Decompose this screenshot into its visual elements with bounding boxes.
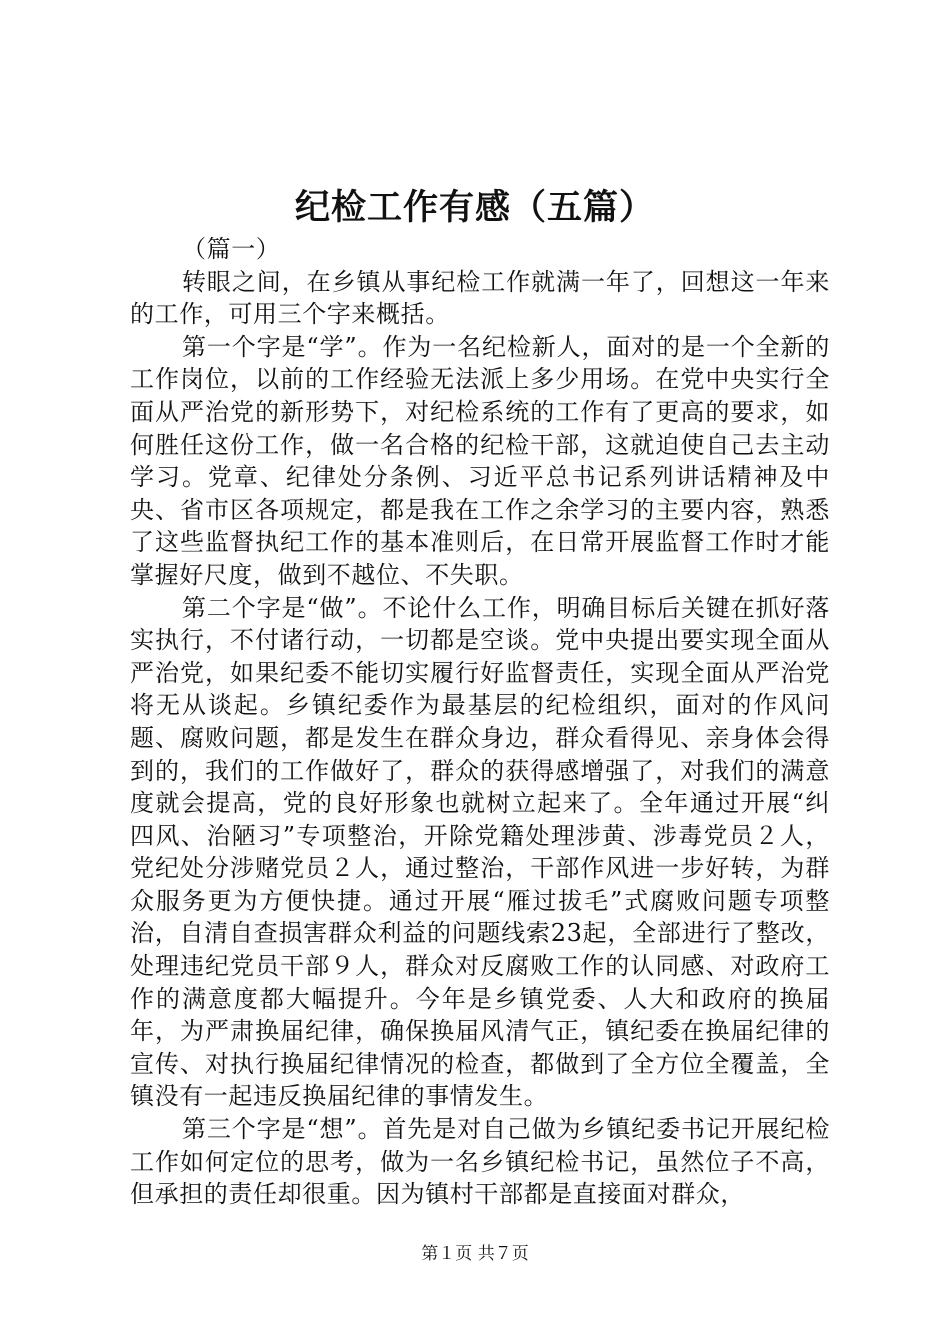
section-label: （篇一） xyxy=(182,235,281,263)
document-body xyxy=(130,233,830,1211)
paragraph-think: 第三个字是“想”。首先是对自己做为乡镇纪委书记开展纪检工作如何定位的思考，做为一名乡镇纪检书记，虽然位子不高，但承担的责任却很重。因为镇村干部都是直接面对群众， xyxy=(130,1115,830,1209)
page-footer: 第１页 共７页 xyxy=(421,1244,529,1264)
paragraph-learn: 第一个字是“学”。作为一名纪检新人，面对的是一个全新的工作岗位，以前的工作经验无法派上多少用场。在党中央实行全面从严治党的新形势下，对纪检系统的工作有了更高的要求，如何胜任这份工作，做一名合格的纪检干部，这就迫使自己去主动学习。党章、纪律处分条例、习近平总书记系列讲话精神及中央、省市区各项规定，都是我在工作之余学习的主要内容，熟悉了这些监督执纪工作的基本准则后，在日常开展监督工作时才能掌握好尺度，做到不越位、不失职。 xyxy=(130,332,830,589)
paragraph-intro: 转眼之间，在乡镇从事纪检工作就满一年了，回想这一年来的工作，可用三个字来概括。 xyxy=(130,267,830,329)
document-title: 纪检工作有感（五篇） xyxy=(294,187,655,228)
paragraph-do: 第二个字是“做”。不论什么工作，明确目标后关键在抓好落实执行，不付诸行动，一切都是空谈。党中央提出要实现全面从严治党，如果纪委不能切实履行好监督责任，实现全面从严治党将无从谈起。乡镇纪委作为最基层的纪检组织，面对的作风问题、腐败问题，都是发生在群众身边，群众看得见、亲身体会得到的，我们的工作做好了，群众的获得感增强了，对我们的满意度就会提高，党的良好形象也就树立起来了。全年通过开展“纠四风、治陋习”专项整治，开除党籍处理涉黄、涉毒党员２人，党纪处分涉赌党员２人，通过整治，干部作风进一步好转，为群众服务更为方便快捷。通过开展“雁过拔毛”式腐败问题专项整治，自清自查损害群众利益的问题线索23起，全部进行了整改，处理违纪党员干部９人，群众对反腐败工作的认同感、对政府工作的满意度都大幅提升。今年是乡镇党委、人大和政府的换届年，为严肃换届纪律，确保换届风清气正，镇纪委在换届纪律的宣传、对执行换届纪律情况的检查，都做到了全方位全覆盖，全镇没有一起违反换届纪律的事情发生。 xyxy=(130,593,830,1111)
